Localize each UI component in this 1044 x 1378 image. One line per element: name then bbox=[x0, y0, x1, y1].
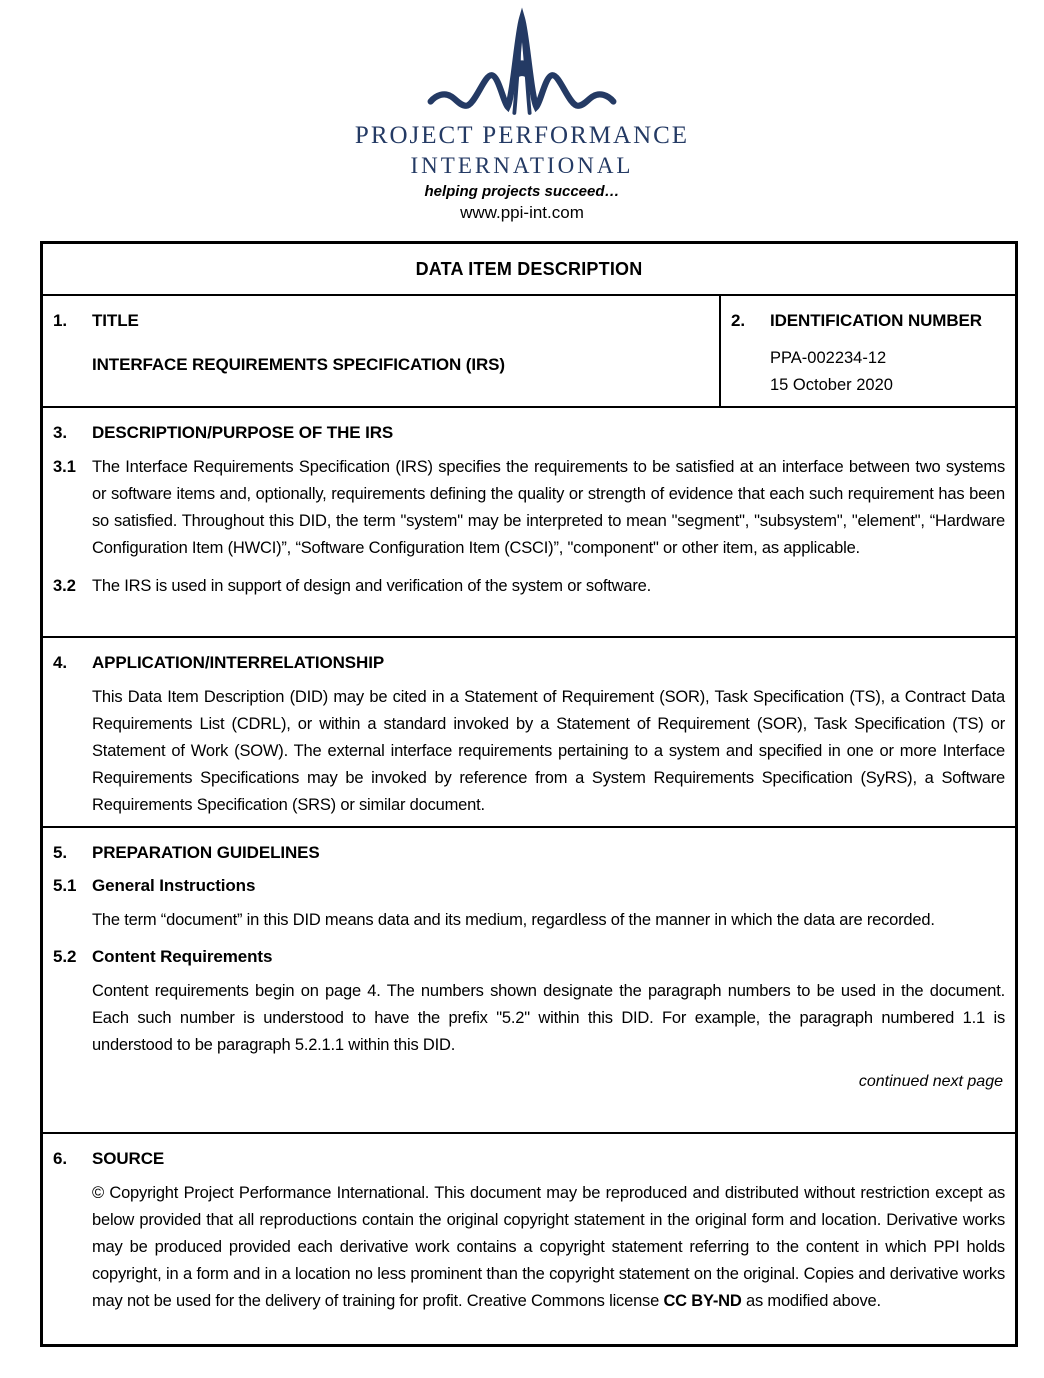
org-name-line2: INTERNATIONAL bbox=[410, 152, 634, 178]
section6-number: 6. bbox=[53, 1149, 67, 1168]
section5-2-heading bbox=[53, 947, 1005, 967]
identification-heading bbox=[731, 311, 1007, 331]
org-tagline: helping projects succeed… bbox=[424, 183, 620, 201]
section3-number: 3. bbox=[53, 423, 67, 442]
section-application-interrelationship bbox=[43, 636, 1015, 826]
license-name: CC BY-ND bbox=[663, 1292, 742, 1310]
paragraph-3-1-number: 3.1 bbox=[53, 458, 76, 476]
field2-label: IDENTIFICATION NUMBER bbox=[770, 311, 982, 330]
section-preparation-guidelines bbox=[43, 826, 1015, 1132]
identification-number-value: PPA-002234-12 bbox=[770, 349, 887, 367]
section3-label: DESCRIPTION/PURPOSE OF THE IRS bbox=[92, 423, 394, 442]
section5-2-number: 5.2 bbox=[53, 947, 77, 966]
copyright-text-tail: as modified above. bbox=[741, 1292, 881, 1310]
form-title-row bbox=[43, 244, 1015, 294]
section5-2-label: Content Requirements bbox=[92, 947, 273, 966]
section5-heading bbox=[53, 843, 1005, 863]
document-title-value: INTERFACE REQUIREMENTS SPECIFICATION (IRS) bbox=[92, 355, 505, 374]
org-name-line1: PROJECT PERFORMANCE bbox=[354, 122, 690, 149]
section6-label: SOURCE bbox=[92, 1149, 165, 1168]
did-form-table bbox=[40, 241, 1018, 1347]
section5-1-label: General Instructions bbox=[92, 876, 256, 895]
section5-2-text: Content requirements begin on page 4. The numbers shown designate the paragraph numbers to be used in the document. Each such number is understood to have the prefix "5.2" within this DID. For example, the paragraph numbered 1.1 is understood to be paragraph 5.2.1.1 within this DID. bbox=[92, 982, 1005, 1054]
section5-1-number: 5.1 bbox=[53, 876, 77, 895]
field1-number: 1. bbox=[53, 311, 67, 330]
section4-heading bbox=[53, 653, 1005, 673]
section3-heading bbox=[53, 423, 1005, 443]
section6-heading bbox=[53, 1149, 1005, 1169]
section6-text bbox=[92, 1180, 1005, 1315]
section5-1-text: The term “document” in this DID means data and its medium, regardless of the manner in which the data are recorded. bbox=[92, 911, 935, 929]
section-description-purpose bbox=[43, 406, 1015, 636]
section-source bbox=[43, 1132, 1015, 1344]
paragraph-3-2-number: 3.2 bbox=[53, 577, 76, 595]
ppi-waveform-logo-icon bbox=[423, 6, 621, 120]
logo-block bbox=[0, 0, 1044, 223]
org-website: www.ppi-int.com bbox=[460, 203, 584, 223]
paragraph-3-1-text: The Interface Requirements Specification (IRS) specifies the requirements to be satisfied at an interface between two systems or software items and, optionally, requirements defining the quality or strength of evidence that each such requirement has been so satisfied. Throughout this DID, the term "system" may be interpreted to mean "segment", "subsystem", "element", “Hardware Configuration Item (HWCI)”, “Software Configuration Item (CSCI)”, "component" or other item, as applicable. bbox=[92, 458, 1005, 557]
section5-1-heading bbox=[53, 876, 1005, 896]
section5-number: 5. bbox=[53, 843, 67, 862]
title-heading bbox=[53, 311, 709, 331]
identification-values bbox=[770, 345, 1007, 399]
paragraph-3-1 bbox=[53, 454, 1005, 562]
identification-cell bbox=[719, 296, 1015, 406]
continued-next-page-note: continued next page bbox=[858, 1073, 1003, 1090]
title-cell bbox=[43, 296, 719, 406]
copyright-text: © Copyright Project Performance International. This document may be reproduced and distributed without restriction except as below provided that all reproductions contain the original copyright statement in the original form and location. Derivative works may be produced provided each derivative work contains a copyright statement referring to the content in which PPI holds copyright, in a form and in a location no less prominent than the copyright statement on the original. Copies and derivative works may not be used for the delivery of training for profit. Creative Commons license bbox=[92, 1184, 1005, 1310]
section4-label: APPLICATION/INTERRELATIONSHIP bbox=[92, 653, 385, 672]
section4-text: This Data Item Description (DID) may be cited in a Statement of Requirement (SOR), Task Specification (TS), a Contract Data Requirements List (CDRL), or within a standard invoked by a Statement of Requirement (SOR), Task Specification (TS) or Statement of Work (SOW). The external interface requirements pertaining to a system and specified in one or more Interface Requirements Specifications may be invoked by reference from a System Requirements Specification (SyRS), a Software Requirements Specification (SRS) or similar document. bbox=[92, 688, 1005, 814]
field1-label: TITLE bbox=[92, 311, 139, 330]
section5-label: PREPARATION GUIDELINES bbox=[92, 843, 320, 862]
identification-date: 15 October 2020 bbox=[770, 376, 893, 394]
title-id-row bbox=[43, 294, 1015, 406]
paragraph-3-2 bbox=[53, 573, 1005, 600]
field2-number: 2. bbox=[731, 311, 745, 330]
section4-number: 4. bbox=[53, 653, 67, 672]
paragraph-3-2-text: The IRS is used in support of design and verification of the system or software. bbox=[92, 577, 652, 595]
form-title: DATA ITEM DESCRIPTION bbox=[415, 258, 643, 279]
